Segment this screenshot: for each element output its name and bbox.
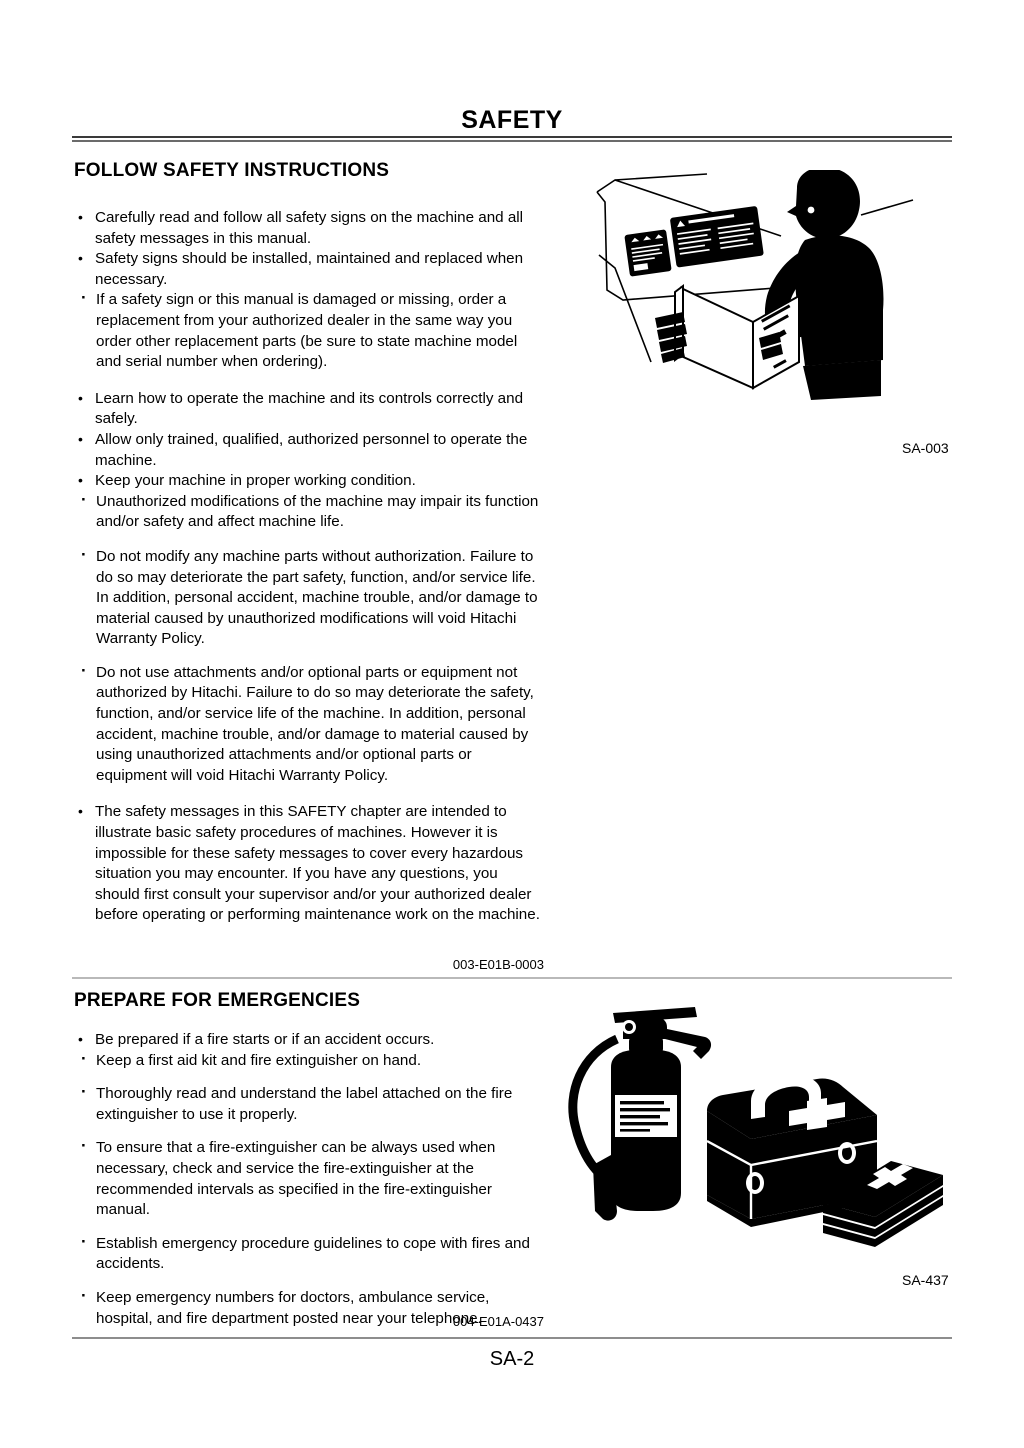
list-item: · Keep emergency numbers for doctors, ambulance service, hospital, and fire department posted near your telephone. (78, 1288, 544, 1329)
footer-page-number: SA-2 (489, 1348, 535, 1370)
section-divider-rule (72, 977, 952, 979)
reference-code: 003-E01B-0003 (452, 957, 544, 972)
figure-caption: SA-003 (902, 440, 949, 456)
section-body-prepare-for-emergencies (74, 1030, 544, 1329)
bullet-list-follow (74, 208, 544, 926)
fire-extinguisher-first-aid-kit-illustration (555, 1005, 965, 1270)
list-item: · Thoroughly read and understand the label attached on the fire extinguisher to use it properly. (78, 1084, 544, 1125)
figure-caption: SA-437 (902, 1272, 949, 1288)
list-item: • The safety messages in this SAFETY chapter are intended to illustrate basic safety procedures of machines. However it is impossible for these safety messages to cover every hazardous situation you may encounter. If you have any questions, you should first consult your supervisor and/or your authorized dealer before operating or performing maintenance work on the machine. (74, 802, 544, 926)
list-item: • Allow only trained, qualified, authorized personnel to operate the machine. (74, 430, 544, 471)
header-double-rule (72, 136, 952, 141)
list-item: • Carefully read and follow all safety signs on the machine and all safety messages in this manual. (74, 208, 544, 249)
bullet-sublist (74, 1051, 544, 1330)
operator-reading-manual-illustration (575, 170, 955, 420)
sublist-wrapper (74, 290, 544, 372)
reference-code: 004-E01A-0437 (452, 1314, 544, 1329)
sublist-wrapper (74, 1051, 544, 1330)
footer-divider-rule (72, 1337, 952, 1339)
list-item: · If a safety sign or this manual is damaged or missing, order a replacement from your authorized dealer in the same way you order other replacement parts (be sure to state machine model and serial number when ordering). (78, 290, 544, 372)
list-item: · To ensure that a fire-extinguisher can be always used when necessary, check and service the fire-extinguisher at the recommended intervals as specified in the fire-extinguisher manual. (78, 1138, 544, 1220)
list-item: • Be prepared if a fire starts or if an accident occurs. (74, 1030, 544, 1051)
list-item: · Keep a first aid kit and fire extinguisher on hand. (78, 1051, 544, 1072)
list-item: · Unauthorized modifications of the machine may impair its function and/or safety and affect machine life. (78, 492, 544, 533)
section-heading-follow-safety-instructions: FOLLOW SAFETY INSTRUCTIONS (74, 160, 390, 181)
section-body-follow-safety-instructions (74, 208, 544, 926)
page-title: SAFETY (461, 106, 563, 134)
bullet-list-prepare (74, 1030, 544, 1329)
list-item: · Do not modify any machine parts without authorization. Failure to do so may deteriorate the part safety, function, and/or service life. In addition, personal accident, machine trouble, and/or damage to material caused by unauthorized modifications will void Hitachi Warranty Policy. (78, 547, 544, 650)
list-item: · Do not use attachments and/or optional parts or equipment not authorized by Hitachi. Failure to do so may deteriorate the safety, function, and/or service life of the machine. In addition, personal accident, machine trouble, and/or damage to material caused by using unauthorized attachments and/or optional parts or equipment will void Hitachi Warranty Policy. (78, 663, 544, 787)
section-heading-prepare-for-emergencies: PREPARE FOR EMERGENCIES (74, 990, 361, 1011)
bullet-sublist (74, 290, 544, 372)
list-item: • Learn how to operate the machine and its controls correctly and safely. (74, 389, 544, 430)
sublist-wrapper (74, 492, 544, 787)
bullet-sublist (74, 492, 544, 787)
list-item: • Safety signs should be installed, maintained and replaced when necessary. (74, 249, 544, 290)
list-item: • Keep your machine in proper working condition. (74, 471, 544, 492)
list-item: · Establish emergency procedure guidelines to cope with fires and accidents. (78, 1234, 544, 1275)
